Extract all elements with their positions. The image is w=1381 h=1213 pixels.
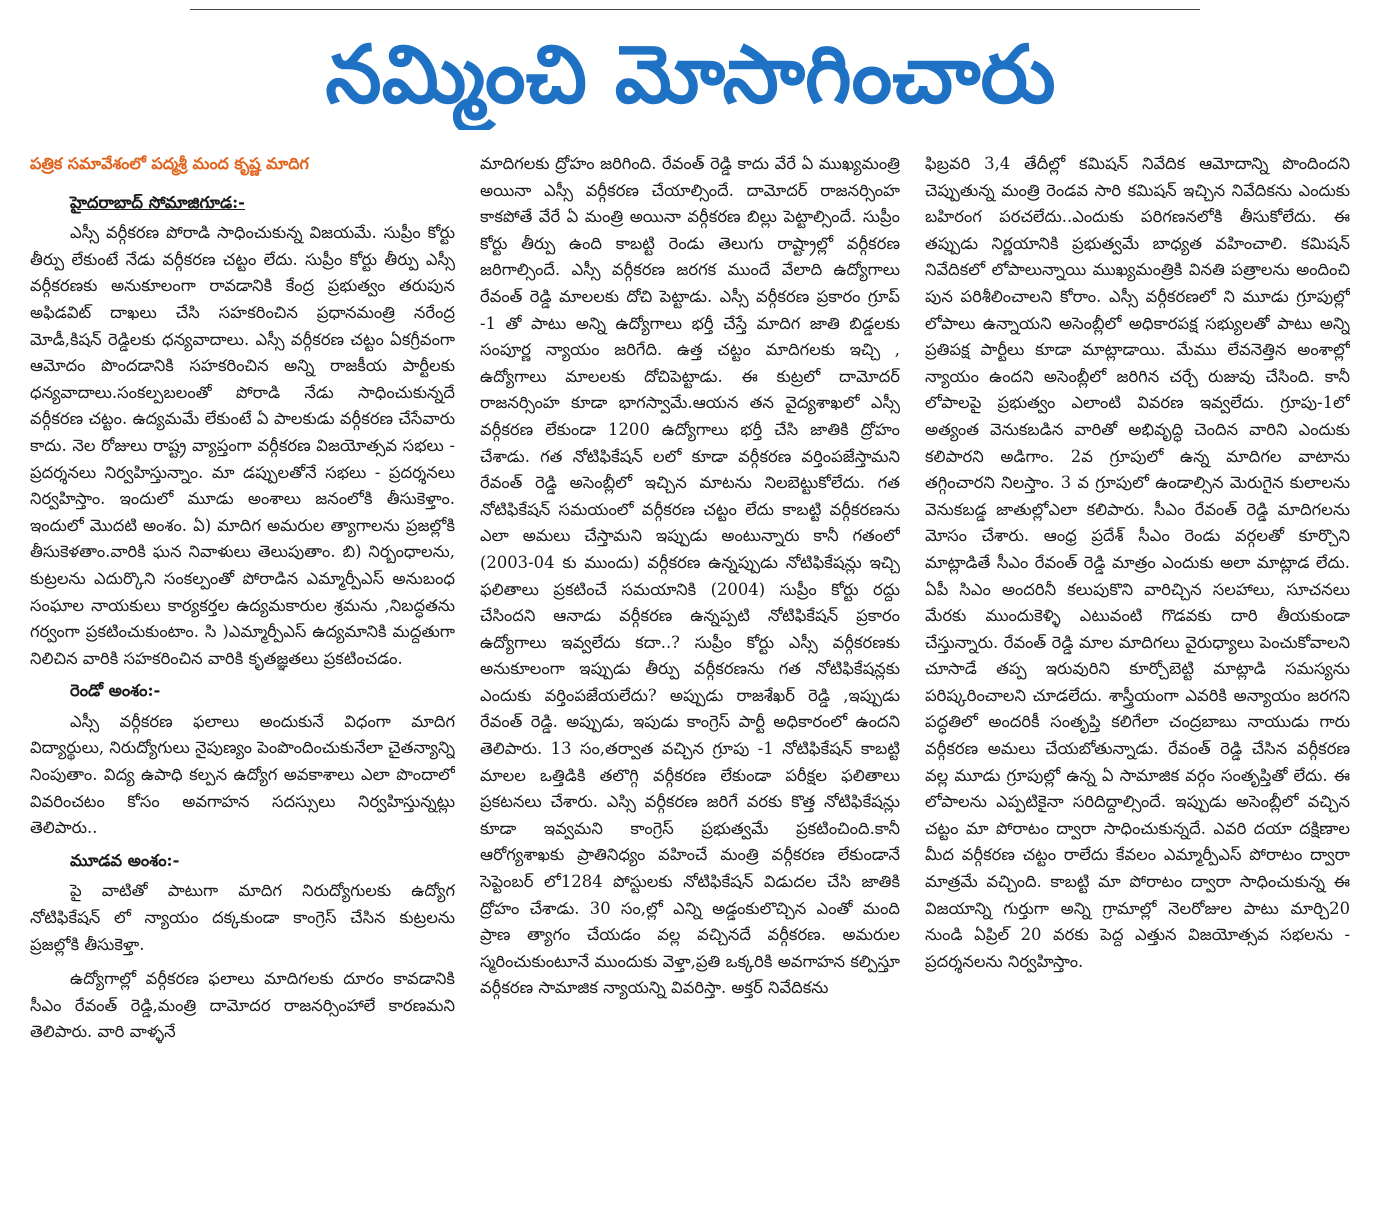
paragraph-closing: ఉద్యోగాల్లో వర్గీకరణ ఫలాలు మాదిగలకు దూరం కావడానికి సీఎం రేవంత్ రెడ్డి,మంత్రి దామోదర రాజనర్సింహాలే కారణమని తెలిపారు. వారి వాళ్ళనే [30,969,455,1042]
paragraph-section-2: ఎస్సీ వర్గీకరణ ఫలాలు అందుకునే విధంగా మాదిగ విద్యార్థులు, నిరుద్యోగులు నైపుణ్యం పెంపొందించుకునేలా చైతన్యాన్ని నింపుతాం. విద్య ఉపాధి కల్పన ఉద్యోగ అవకాశాలు ఎలా పొందాలో వివరించటం కోసం అవగాహన సదస్సులు నిర్వహిస్తున్నట్లు తెలిపారు.. [30,711,455,838]
paragraph-intro: ఎస్సీ వర్గీకరణ పోరాడి సాధించుకున్న విజయమే. సుప్రీం కోర్టు తీర్పు లేకుంటే నేడు వర్గీకరణ చట్టం లేదు. సుప్రీం కోర్టు తీర్పు ఎస్సీ వర్గీకరణకు అనుకూలంగా రావడానికి కేంద్ర ప్రభుత్వం తరుపున అఫిడవిట్ దాఖలు చేసి సహకరించిన ప్రధానమంత్రి నరేంద్ర మోడీ,కిషన్ రెడ్డిలకు ధన్యవాదాలు. ఎస్సీ వర్గీకరణ చట్టం ఏకగ్రీవంగా ఆమోదం పొందడానికి సహకరించిన అన్ని రాజకీయ పార్టీలకు ధన్యవాదాలు.సంకల్పబలంతో పోరాడి నేడు సాధించుకున్నదే వర్గీకరణ చట్టం. ఉద్యమమే లేకుంటే ఏ పాలకుడు వర్గీకరణ చేసేవారు కాదు. నెల రోజులు రాష్ట్ర వ్యాప్తంగా వర్గీకరణ విజయోత్సవ సభలు - ప్రదర్శనలు నిర్వహిస్తున్నాం. మా డప్పులతోనే సభలు - ప్రదర్శనలు నిర్వహిస్తాం. ఇందులో మూడు అంశాలు జనంలోకి తీసుకెళ్తాం. ఇందులో మొదటి అంశం. ఏ) మాదిగ అమరుల త్యాగాలను ప్రజల్లోకి తీసుకెళతాం.వారికి ఘన నివాళులు తెలుపుతాం. బి) నిర్బంధాలను, కుట్రలను ఎదుర్కొని సంకల్పంతో పోరాడిన ఎమ్మార్పీఎస్ అనుబంధ సంఘాల నాయకులు కార్యకర్తల ఉద్యమకారుల శ్రమను ,నిబద్ధతను గర్వంగా ప్రకటించుకుంటాం. సి )ఎమ్మార్పీఎస్ ఉద్యమానికి మద్దతుగా నిలిచిన వారికి సహకరించిన వారికి కృతజ్ఞతలు ప్రకటించడం. [30,223,455,668]
headline: నమ్మించి మోసాగించారు [325,28,1056,121]
column-2 [480,151,900,1206]
column-1 [30,151,455,1206]
top-rule [190,9,1200,10]
paragraph-column-3: ఫిబ్రవరి 3,4 తేదీల్లో కమిషన్ నివేదిక ఆమోదాన్ని పొందిందని చెప్పుతున్న మంత్రి రెండవ సారి కమిషన్ ఇచ్చిన నివేదికను ఎందుకు బహిరంగ పరచలేదు..ఎందుకు పరిగణనలోకి తీసుకోలేదు. ఈ తప్పుడు నిర్ణయానికి ప్రభుత్వమే బాధ్యత వహించాలి. కమిషన్ నివేదికలో లోపాలున్నాయి ముఖ్యమంత్రికి వినతి పత్రాలను అందించి పున పరిశీలించాలని కోరాం. ఎస్సీ వర్గీకరణలో ని మూడు గ్రూపుల్లో లోపాలు ఉన్నాయని అసెంబ్లీలో అధికారపక్ష సభ్యులతో పాటు అన్ని ప్రతిపక్ష పార్టీలు కూడా మాట్లాడాయి. మేము లేవనెత్తిన అంశాల్లో న్యాయం ఉందని అసెంబ్లీలో జరిగిన చర్చే రుజువు చేసింది. కానీ లోపాలపై ప్రభుత్వం ఎలాంటి వివరణ ఇవ్వలేదు. గ్రూపు-1లో అత్యంత వెనుకబడిన వారితో అభివృద్ధి చెందిన వారిని ఎందుకు కలిపారని అడిగాం. 2వ గ్రూపులో ఉన్న మాదిగల వాటాను తగ్గించారని నిలస్తాం. 3 వ గ్రూపులో ఉండాల్సిన మెరుగైన కులాలను వెనుకబడ్డ జాతుల్లోఎలా కలిపారు. సీఎం రేవంత్ రెడ్డి మాదిగలను మోసం చేశారు. ఆంధ్ర ప్రదేశ్ సీఎం రెండు వర్గలతో కూర్చొని మాట్లాడితే సీఎం రేవంత్ రెడ్డి మాత్రం ఎందుకు అలా మాట్లాడ లేదు. ఏపీ సిఎం అందరినీ కలుపుకొని వారిచ్చిన సలహాలు, సూచనలు మేరకు ముందుకెళ్ళి ఎటువంటి గొడవకు దారి తీయకుండా చేస్తున్నారు. రేవంత్ రెడ్డి మాల మాదిగలు వైరుధ్యాలు పెంచుకోవాలని చూసాడే తప్ప ఇరువురిని కూర్చోబెట్టి మాట్లాడి సమస్యను పరిష్కరించాలని చూడలేదు. శాస్త్రీయంగా ఎవరికి అన్యాయం జరగని పద్ధతిలో అందరికీ సంతృప్తి కలిగేలా చంద్రబాబు నాయుడు గారు వర్గీకరణ అమలు చేయబోతున్నాడు. రేవంత్ రెడ్డి చేసిన వర్గీకరణ వల్ల మూడు గ్రూపుల్లో ఉన్న ఏ సామాజిక వర్గం సంతృప్తితో లేదు. ఈ లోపాలను ఎప్పటికైనా సరిదిద్దాల్సిందే. ఇప్పుడు అసెంబ్లీలో వచ్చిన చట్టం మా పోరాటం ద్వారా సాధించుకున్నదే. ఎవరి దయా దక్షిణాల మీద వర్గీకరణ చట్టం రాలేదు కేవలం ఎమ్మార్పీఎస్ పోరాటం ద్వారా మాత్రమే వచ్చింది. కాబట్టి మా పోరాటం ద్వారా సాధించుకున్న ఈ విజయాన్ని గుర్తుగా అన్ని గ్రామాల్లో నెలరోజుల పాటు మార్చి20 నుండి ఏప్రిల్ 20 వరకు పెద్ద ఎత్తున విజయోత్సవ సభలను - ప్రదర్శనలను నిర్వహిస్తాం. [925,154,1350,971]
dateline: హైదరాబాద్ సోమాజిగూడ:- [70,192,245,212]
column-3 [925,151,1350,1206]
subheading: పత్రిక సమావేశంలో పద్మశ్రీ మంద కృష్ణ మాదిగ [30,154,309,173]
paragraph-column-2: మాదిగలకు ద్రోహం జరిగింది. రేవంత్ రెడ్డి కాదు వేరే ఏ ముఖ్యమంత్రి అయినా ఎస్సీ వర్గీకరణ చేయాల్సిందే. దామోదర్ రాజనర్సింహ కాకపోతే వేరే ఏ మంత్రి అయినా వర్గీకరణ బిల్లు పెట్టాల్సిందే. సుప్రీం కోర్టు తీర్పు ఉంది కాబట్టి రెండు తెలుగు రాష్ట్రాల్లో వర్గీకరణ జరిగాల్సిందే. ఎస్సీ వర్గీకరణ జరగక ముందే వేలాది ఉద్యోగాలు రేవంత్ రెడ్డి మాలలకు దోచి పెట్టాడు. ఎస్సీ వర్గీకరణ ప్రకారం గ్రూప్ -1 తో పాటు అన్ని ఉద్యోగాలు భర్తీ చేస్తే మాదిగ జాతి బిడ్డలకు సంపూర్ణ న్యాయం జరిగేది. ఉత్త చట్టం మాదిగలకు ఇచ్చి , ఉద్యోగాలు మాలలకు దోచిపెట్టాడు. ఈ కుట్రలో దామోదర్ రాజనర్సింహ కూడా భాగస్వామే.ఆయన తన వైద్యశాఖలో ఎస్సీ వర్గీకరణ లేకుండా 1200 ఉద్యోగాలు భర్తీ చేసి జాతికి ద్రోహం చేశాడు. గత నోటిఫికేషన్ లలో కూడా వర్గీకరణ వర్తింపజేస్తామని రేవంత్ రెడ్డి అసెంబ్లీలో ఇచ్చిన మాటను నిలబెట్టుకోలేదు. గత నోటిఫికేషన్ సమయంలో వర్గీకరణ చట్టం లేదు కాబట్టి వర్గీకరణను ఎలా అమలు చేస్తామని ఇప్పుడు అంటున్నారు కానీ గతంలో (2003-04 కు ముందు) వర్గీకరణ ఉన్నప్పుడు నోటిఫికేషన్లు ఇచ్చి ఫలితాలు ప్రకటించే సమయానికి (2004) సుప్రీం కోర్టు రద్దు చేసిందని ఆనాడు వర్గీకరణ ఉన్నప్పటి నోటిఫికేషన్ ప్రకారం ఉద్యోగాలు ఇవ్వలేదు కదా..? సుప్రీం కోర్టు ఎస్సీ వర్గీకరణకు అనుకూలంగా ఇప్పుడు తీర్పు వర్గీకరణను గత నోటిఫికేషన్లకు ఎందుకు వర్తింపజేయలేదు? అప్పుడు రాజశేఖర్ రెడ్డి ,ఇప్పుడు రేవంత్ రెడ్డి. అప్పుడు, ఇపుడు కాంగ్రెస్ పార్టీ అధికారంలో ఉందని తెలిపారు. 13 సం,తర్వాత వచ్చిన గ్రూపు -1 నోటిఫికేషన్ కాబట్టి మాలల ఒత్తిడికి తలొగ్గి వర్గీకరణ లేకుండా పరీక్షల ఫలితాలు ప్రకటనలు చేశారు. ఎస్సి వర్గీకరణ జరిగే వరకు కొత్త నోటిఫికేషన్లు కూడా ఇవ్వమని కాంగ్రెస్ ప్రభుత్వమే ప్రకటించింది.కానీ ఆరోగ్యశాఖకు ప్రాతినిధ్యం వహించే మంత్రి వర్గీకరణ లేకుండానే సెప్టెంబర్ లో1284 పోస్టులకు నోటిఫికేషన్ విడుదల చేసి జాతికి ద్రోహం చేశాడు. 30 సం,ల్లో ఎన్ని అడ్డంకులొచ్చిన ఎంతో మంది ప్రాణ త్యాగం చేయడం వల్ల వచ్చినదే వర్గీకరణ. అమరుల స్మరించుకుంటూనే ముందుకు వెళ్తా,ప్రతి ఒక్కరికి అవగాహన కల్పిస్తూ వర్గీకరణ సామాజిక న్యాయన్ని వివరిస్తా. అక్తర్ నివేదికను [480,154,900,998]
section-2-title: రెండో అంశం:- [70,681,161,701]
section-3-title: మూడవ అంశం:- [70,850,180,870]
paragraph-section-3: పై వాటితో పాటుగా మాదిగ నిరుద్యోగులకు ఉద్యోగ నోటిఫికేషన్ లో న్యాయం దక్కకుండా కాంగ్రెస్ చేసిన కుట్రలను ప్రజల్లోకి తీసుకెళ్తా. [30,881,455,954]
